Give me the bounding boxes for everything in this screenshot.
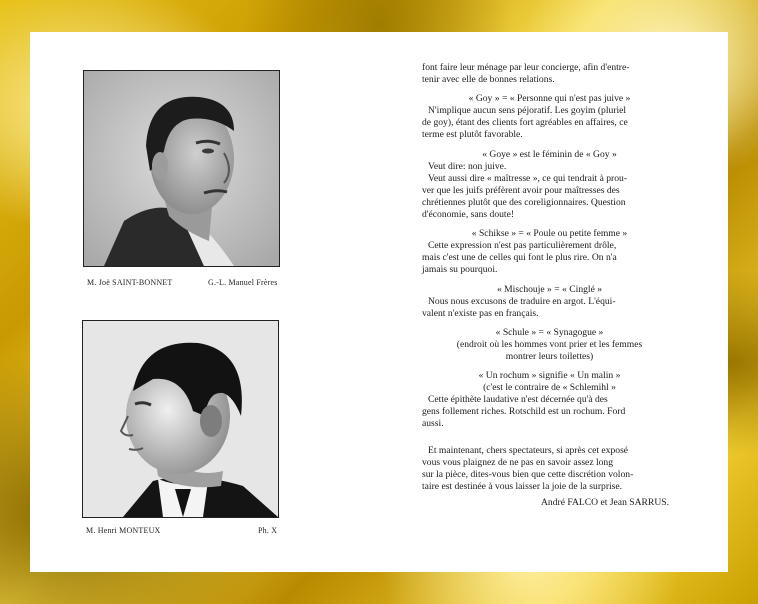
text-line: Veut aussi dire « maîtresse », ce qui tendrait à prou- [428, 172, 628, 184]
text-line: mais c'est une de celles qui font le plus rire. On n'a [422, 252, 617, 264]
text-line: ver que les juifs préfèrent avoir pour maîtresses des [422, 184, 620, 196]
glossary-term-goy: « Goy » = « Personne qui n'est pas juive » [468, 93, 631, 105]
photo1-caption-credit: G.-L. Manuel Frères [208, 278, 278, 287]
text-line: Veut dire: non juive. [428, 160, 507, 172]
text-line: montrer leurs toilettes) [505, 350, 594, 362]
text-line: terme est plutôt favorable. [422, 129, 523, 141]
glossary-text [422, 62, 677, 509]
portrait-photo-saint-bonnet [83, 70, 280, 267]
portrait-image [83, 321, 278, 517]
text-line: taire est destinée à vous laisser la joie de la surprise. [422, 480, 623, 492]
glossary-term-schule: « Schule » = « Synagogue » [495, 326, 604, 338]
text-line: tenir avec elle de bonnes relations. [422, 74, 555, 86]
text-line: N'implique aucun sens péjoratif. Les goyim (pluriel [428, 105, 627, 117]
text-line: Et maintenant, chers spectateurs, si après cet exposé [428, 444, 629, 456]
text-line: Cette épithète laudative n'est décernée qu'à des [428, 394, 608, 406]
photo2-caption-credit: Ph. X [258, 526, 278, 535]
photo2-caption-name: M. Henri MONTEUX [86, 526, 161, 535]
text-line: Cette expression n'est pas particulièrement drôle, [428, 240, 617, 252]
text-line: vous vous plaignez de ne pas en savoir assez long [422, 456, 614, 468]
text-line: (endroit où les hommes vont prier et les femmes [456, 338, 643, 350]
portrait-photo-monteux [82, 320, 279, 518]
text-line: (c'est le contraire de « Schlemihl » [483, 382, 616, 394]
glossary-term-schikse: « Schikse » = « Poule ou petite femme » [471, 228, 628, 240]
text-line: sur la pièce, dites-vous bien que cette discrétion volon- [422, 468, 634, 480]
glossary-term-goye: « Goye » est le féminin de « Goy » [482, 148, 617, 160]
text-line: de goy), étant des clients fort agréables en affaires, ce [422, 117, 628, 129]
text-line: chrétiennes plutôt que des coreligionnaires. Question [422, 196, 626, 208]
glossary-term-mischouje: « Mischouje » = « Cinglé » [496, 283, 603, 295]
text-line: font faire leur ménage par leur concierge, afin d'entre- [422, 62, 630, 73]
authors-signature: André FALCO et Jean SARRUS. [540, 496, 669, 508]
text-line: Nous nous excusons de traduire en argot. L'équi- [428, 295, 616, 307]
text-line: jamais su pourquoi. [422, 264, 498, 276]
book-spread [30, 32, 728, 572]
text-line: valent n'existe pas en français. [422, 307, 539, 319]
text-line: aussi. [422, 418, 444, 430]
glossary-term-rochum: « Un rochum » signifie « Un malin » [478, 370, 621, 382]
photo1-caption-name: M. Joë SAINT-BONNET [87, 278, 173, 287]
text-line: gens follement riches. Rotschild est un rochum. Ford [422, 406, 626, 418]
text-line: d'économie, sans doute! [422, 209, 515, 221]
portrait-image [84, 71, 279, 266]
